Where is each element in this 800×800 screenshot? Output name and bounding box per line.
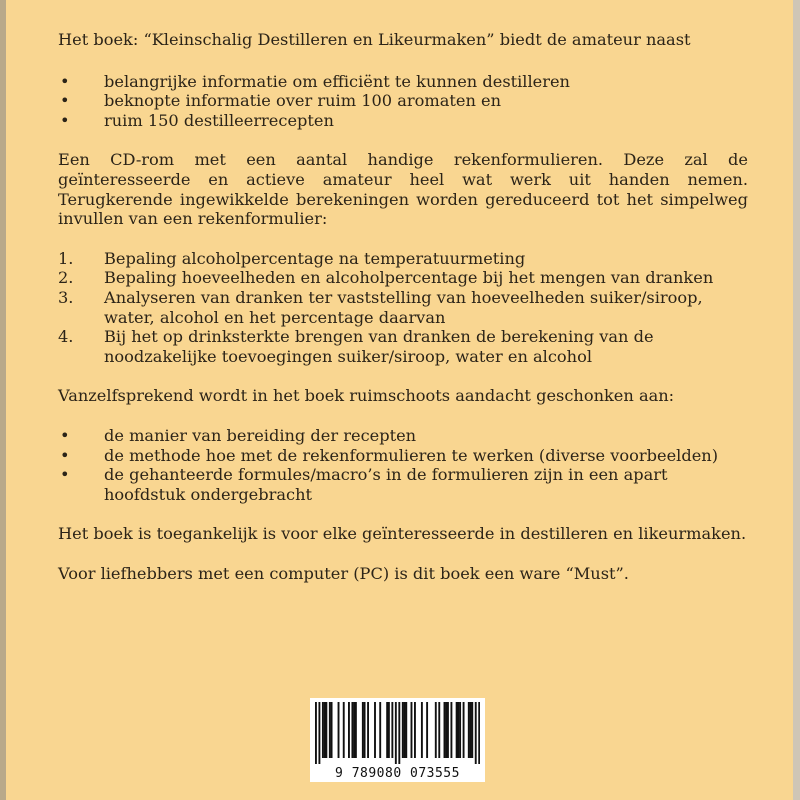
intro-paragraph: Het boek: “Kleinschalig Destilleren en Likeurmaken” biedt de amateur naast — [58, 30, 691, 49]
barcode-bar — [351, 702, 353, 758]
barcode-bar — [374, 702, 376, 758]
bullet: • — [60, 71, 70, 91]
barcode-bar — [438, 702, 440, 758]
barcode-bar — [475, 702, 477, 764]
barcode-bar — [468, 702, 470, 758]
item-number: 4. — [58, 327, 74, 347]
barcode — [310, 698, 485, 782]
bullet: • — [60, 465, 70, 485]
barcode-bar — [414, 702, 416, 758]
barcode-bar — [364, 702, 366, 758]
list-item: • de methode hoe met de rekenformulieren te werken (diverse voorbeelden) — [60, 445, 719, 465]
barcode-bar — [318, 702, 320, 764]
barcode-bar — [457, 702, 459, 758]
barcode-bar — [411, 702, 413, 758]
bullet: • — [60, 110, 70, 130]
barcode-bar — [324, 702, 326, 758]
features-list — [58, 72, 748, 131]
barcode-bar — [445, 702, 447, 758]
barcode-bar — [353, 702, 355, 758]
barcode-bar — [404, 702, 406, 758]
barcode-bar — [435, 702, 437, 758]
barcode-bar — [362, 702, 364, 758]
item-number: 1. — [58, 248, 74, 268]
list-item: • ruim 150 destilleerrecepten — [60, 110, 334, 130]
barcode-bar — [447, 702, 449, 758]
barcode-bar — [388, 702, 390, 758]
barcode-bar — [471, 702, 473, 758]
cd-paragraph: Een CD-rom met een aantal handige rekenformulieren. Deze zal de geïnteresseerde en actieve amateur heel wat werk uit handen nemen. Terugkerende ingewikkelde berekeningen worden gereduceerd tot het simpelweg invullen van een rekenformulier: — [58, 150, 748, 229]
barcode-bar — [426, 702, 428, 758]
barcode-bar — [379, 702, 381, 758]
barcode-bar — [405, 702, 407, 758]
list-item: 2. Bepaling hoeveelheden en alcoholpercentage bij het mengen van dranken — [58, 268, 714, 288]
barcode-bar — [315, 702, 317, 764]
back-cover-text — [58, 30, 748, 603]
barcode-bar — [456, 702, 458, 758]
list-item: • belangrijke informatie om efficiënt te kunnen destilleren — [60, 71, 570, 91]
barcode-bar — [348, 702, 350, 758]
closing-paragraph: Voor liefhebbers met een computer (PC) is dit boek een ware “Must”. — [58, 563, 629, 583]
barcode-bar — [386, 702, 388, 758]
list-item: 4. Bij het op drinksterkte brengen van dranken de berekening van de noodzakelijke toevoegingen suiker/siroop, water en alcohol — [58, 327, 654, 366]
barcode-bar — [470, 702, 472, 758]
barcode-bar — [331, 702, 333, 758]
list-item: • de gehanteerde formules/macro’s in de formulieren zijn in een apart hoofdstuk ondergebracht — [60, 465, 668, 504]
attention-list — [58, 426, 748, 504]
list-item: • beknopte informatie over ruim 100 aromaten en — [60, 91, 502, 111]
attention-paragraph: Vanzelfsprekend wordt in het boek ruimschoots aandacht geschonken aan: — [58, 386, 675, 406]
barcode-bar — [402, 702, 404, 758]
barcode-bar — [478, 702, 480, 764]
accessible-paragraph: Het boek is toegankelijk is voor elke geïnteresseerde in destilleren en likeurmaken. — [58, 524, 747, 544]
barcode-bars — [315, 702, 480, 764]
list-item: 1. Bepaling alcoholpercentage na temperatuurmeting — [58, 248, 526, 268]
barcode-bar — [398, 702, 400, 764]
formulas-list — [58, 249, 748, 367]
item-number: 2. — [58, 268, 74, 288]
barcode-bar — [450, 702, 452, 758]
barcode-bar — [355, 702, 357, 758]
barcode-bar — [343, 702, 345, 758]
barcode-digits: 9 789080 073555 — [335, 766, 460, 781]
bullet: • — [60, 445, 70, 465]
bullet: • — [60, 425, 70, 445]
page-edge — [793, 0, 800, 800]
barcode-bar — [444, 702, 446, 758]
barcode-bar — [395, 702, 397, 764]
barcode-bar — [421, 702, 423, 758]
barcode-bar — [329, 702, 331, 758]
barcode-bar — [459, 702, 461, 758]
barcode-bar — [338, 702, 340, 758]
list-item: • de manier van bereiding der recepten — [60, 425, 417, 445]
barcode-bar — [367, 702, 369, 758]
barcode-bar — [325, 702, 327, 758]
barcode-bar — [463, 702, 465, 758]
barcode-bar — [322, 702, 324, 758]
barcode-bar — [391, 702, 393, 758]
list-item: 3. Analyseren van dranken ter vaststelling van hoeveelheden suiker/siroop, water, alcohol en het percentage daarvan — [58, 287, 703, 327]
item-number: 3. — [58, 287, 74, 307]
bullet: • — [60, 91, 70, 111]
